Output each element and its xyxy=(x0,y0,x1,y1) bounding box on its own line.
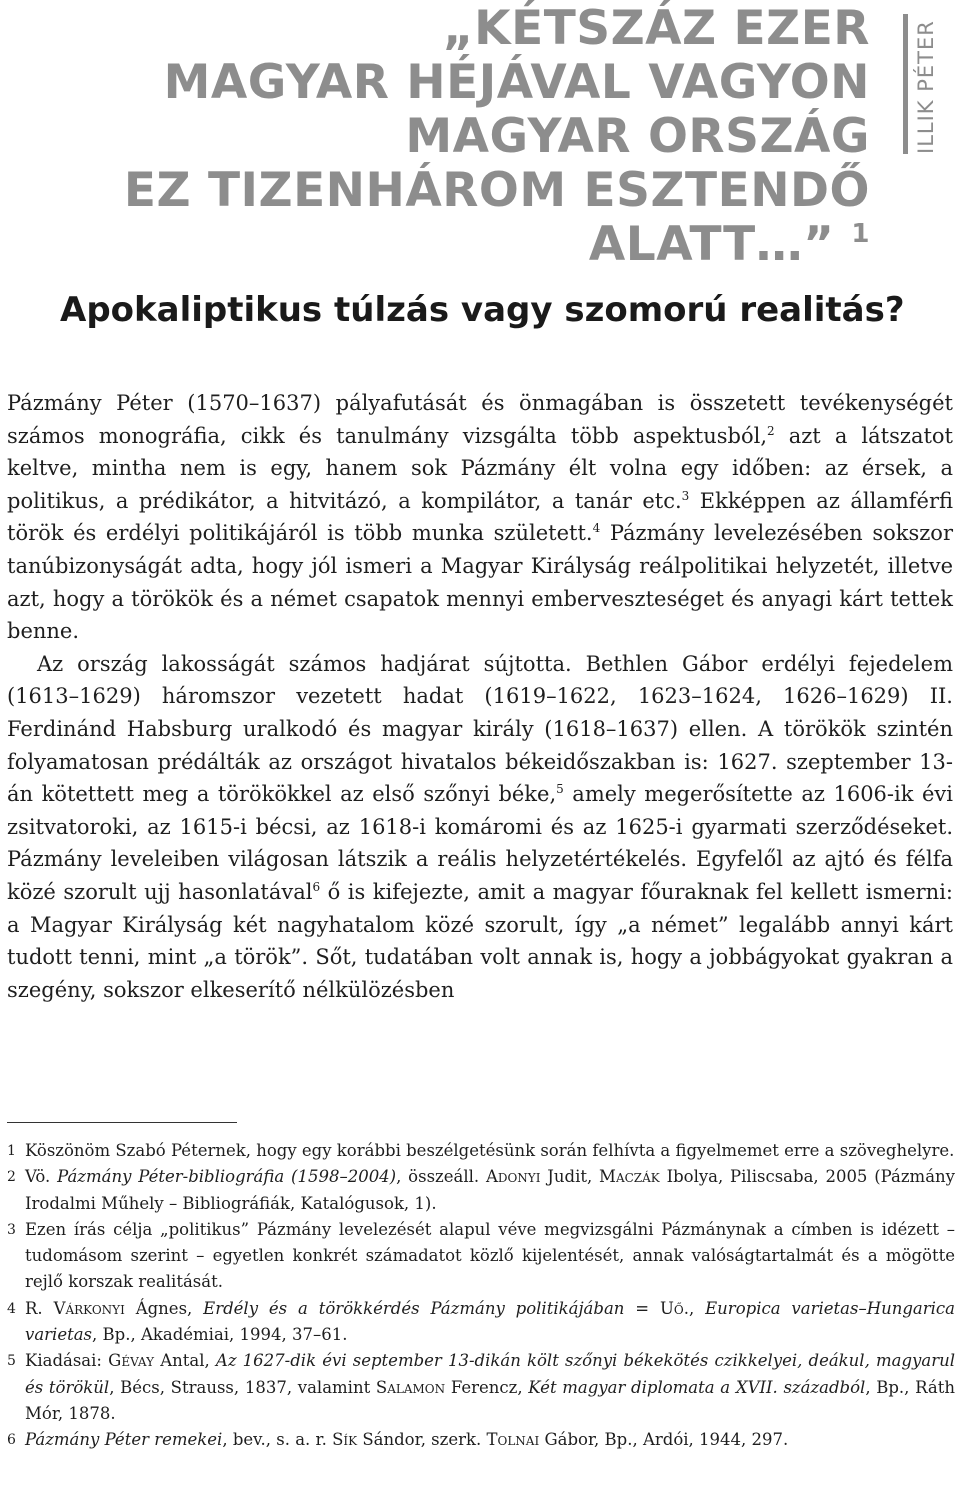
title-line-last xyxy=(30,218,870,272)
text-run: Pázmány levelezésében sokszor tanúbizonyságát adta, hogy jól ismeri a Magyar Királyság reálpolitikai helyzetét, illetve azt, hogy a törökök és a német csapatok mennyi emberveszteséget és anyagi kárt tettek benne. xyxy=(7,521,953,644)
footnote-text-run: Vö. xyxy=(25,1167,58,1187)
text-run: azt a látszatot keltve, mintha nem is egy, hanem sok Pázmány élt volna egy időben: az érsek, a politikus, a prédikátor, a hitvitázó, a kompilátor, a tanár etc. xyxy=(7,423,953,513)
footnote-text-run: Gévay xyxy=(108,1351,155,1371)
footnote-text-run: Judit, xyxy=(540,1167,600,1187)
footnote-4 xyxy=(7,1296,955,1349)
footnote-text-run: Maczák xyxy=(599,1167,660,1187)
main-text xyxy=(7,387,953,1006)
text-run: ő is kifejezte, amit a magyar főuraknak fel kellett ismerni: a Magyar Királyság két nagyhatalom közé szorult, így „a német” legalább annyi kárt tudott tenni, mint „a török”. Sőt, tudatában volt annak is, hogy a jobbágyokat gyakran a szegény, sokszor elkeserítő nélkülözésben xyxy=(7,879,953,1002)
footnote-text-run: Ibolya, Piliscsaba, 2005 (Pázmány Irodalmi Műhely – Bibliográfiák, Katalógusok, 1). xyxy=(25,1167,955,1213)
footnote-ref[interactable]: 6 xyxy=(312,879,321,894)
footnote-text-run: , Bécs, Strauss, 1837, valamint xyxy=(109,1377,376,1397)
paragraph xyxy=(7,648,953,1007)
footnote-text-run: Uő. xyxy=(660,1298,690,1318)
footnote-text-run: Sándor, szerk. xyxy=(357,1430,487,1450)
footnote-number: 5 xyxy=(7,1353,16,1370)
footnote-text-run: , összeáll. xyxy=(396,1167,486,1187)
title-line: EZ TIZENHÁROM ESZTENDŐ xyxy=(123,163,870,218)
footnote-text-run: Antal, xyxy=(154,1351,216,1371)
text-run: Pázmány Péter (1570–1637) pályafutását és önmagában is összetett tevékenységét számos monográfia, cikk és tanulmány vizsgálta több aspektusból, xyxy=(7,391,953,448)
footnote-text-run: , xyxy=(689,1298,706,1318)
title-line: MAGYAR ORSZÁG xyxy=(405,109,870,164)
footnote-text-run: Europica varietas–Hungarica varietas xyxy=(25,1298,955,1345)
footnote-text xyxy=(25,1164,955,1217)
title-line: „KÉTSZÁZ EZER xyxy=(442,1,870,56)
footnote-text-run: Tolnai xyxy=(486,1430,540,1450)
footnote-text-run: = xyxy=(624,1298,661,1318)
footnote-text-run: Köszönöm Szabó Péternek, hogy egy korábbi beszélgetésünk során felhívta a figyelmemet erre a szöveghelyre. xyxy=(25,1141,955,1160)
footnote-text-run: Az 1627-dik évi september 13-dikán költ szőnyi békekötés czikkelyei, deákul, magyarul és törökül xyxy=(25,1351,955,1397)
footnotes xyxy=(7,1138,955,1454)
footnote-ref[interactable]: 2 xyxy=(767,423,775,438)
footnote-text-run: Ezen írás célja „politikus” Pázmány levelezését alapul véve megvizsgálni Pázmánynak a címben is idézett – tudomásom szerint – egyetlen konkrét számadatot közlő kijelentését, annak valóságtartalmát és a mögötte rejlő korszak realitását. xyxy=(25,1219,955,1292)
footnote-ref[interactable]: 3 xyxy=(681,488,690,503)
footnote-text-run: , Bp., Ráth Mór, 1878. xyxy=(25,1377,956,1423)
text-run: Az ország lakosságát számos hadjárat sújtotta. Bethlen Gábor erdélyi fejedelem (1613–1629) háromszor vezetett hadat (1619–1622, 1623–1624, 1626–1629) II. Ferdinánd Habsburg uralkodó és magyar király (1618–1637) ellen. A törökök szintén folyamatosan prédálták az országot hivatalos békeidőszakban is: 1627. szeptember 13-án kötettett meg a törökökkel az első szőnyi béke, xyxy=(7,651,953,807)
title-footnote-mark: 1 xyxy=(851,219,870,249)
footnote-number: 6 xyxy=(7,1432,16,1449)
paragraph xyxy=(7,387,953,648)
footnote-text-run: Erdély és a törökkérdés Pázmány politikájában xyxy=(203,1298,625,1318)
footnote-text xyxy=(25,1348,955,1427)
article-title xyxy=(30,2,870,272)
footnote-number: 4 xyxy=(7,1300,16,1317)
text-run: Ekképpen az államférfi török és erdélyi politikájáról is több munka született. xyxy=(7,488,953,546)
footnote-text-run: Két magyar diplomata a XVII. századból xyxy=(528,1377,866,1397)
footnote-text xyxy=(25,1138,955,1164)
footnote-1 xyxy=(7,1138,955,1164)
title-line: ALATT…” xyxy=(588,217,835,272)
author-divider xyxy=(903,14,908,154)
footnote-text-run: Sík xyxy=(332,1430,358,1450)
footnote-text xyxy=(25,1296,955,1349)
footnote-text-run: Kiadásai: xyxy=(25,1351,109,1371)
footnote-ref[interactable]: 4 xyxy=(592,521,601,536)
footnote-text-run: Pázmány Péter remekei xyxy=(25,1430,223,1450)
footnote-3 xyxy=(7,1217,955,1296)
footnote-text xyxy=(25,1427,955,1453)
footnote-separator xyxy=(7,1122,237,1123)
footnote-text-run: Adonyi xyxy=(485,1167,541,1187)
footnote-text xyxy=(25,1217,955,1296)
footnote-2 xyxy=(7,1164,955,1217)
footnote-text-run: Pázmány Péter-bibliográfia (1598–2004) xyxy=(57,1167,397,1187)
footnote-ref[interactable]: 5 xyxy=(556,782,564,797)
author-name: ILLIK PÉTER xyxy=(914,20,938,154)
text-run: amely megerősítette az 1606-ik évi zsitvatoroki, az 1615-i bécsi, az 1618-i komáromi és az 1625-i gyarmati szerződéseket. Pázmány leveleiben világosan látszik a reális helyzetértékelés. Egyfelől az ajtó és félfa közé szorult ujj hasonlatával xyxy=(7,782,953,904)
footnote-6 xyxy=(7,1427,955,1453)
footnote-text-run: , Bp., Akadémiai, 1994, 37–61. xyxy=(92,1325,348,1345)
title-line: MAGYAR HÉJÁVAL VAGYON xyxy=(163,55,870,110)
footnote-number: 3 xyxy=(7,1221,16,1238)
footnote-5 xyxy=(7,1348,955,1427)
footnote-text-run: R. xyxy=(25,1298,54,1318)
footnote-number: 2 xyxy=(7,1169,16,1186)
footnote-text-run: Salamon xyxy=(375,1377,446,1397)
article-subtitle: Apokaliptikus túlzás vagy szomorú realitás? xyxy=(60,290,905,330)
footnote-text-run: , bev., s. a. r. xyxy=(222,1430,333,1450)
footnote-text-run: Várkonyi xyxy=(53,1298,125,1318)
footnote-text-run: Ágnes, xyxy=(124,1298,204,1318)
footnote-text-run: Gábor, Bp., Ardói, 1944, 297. xyxy=(539,1430,789,1450)
footnote-text-run: Ferencz, xyxy=(445,1377,529,1397)
footnote-number: 1 xyxy=(7,1143,16,1159)
